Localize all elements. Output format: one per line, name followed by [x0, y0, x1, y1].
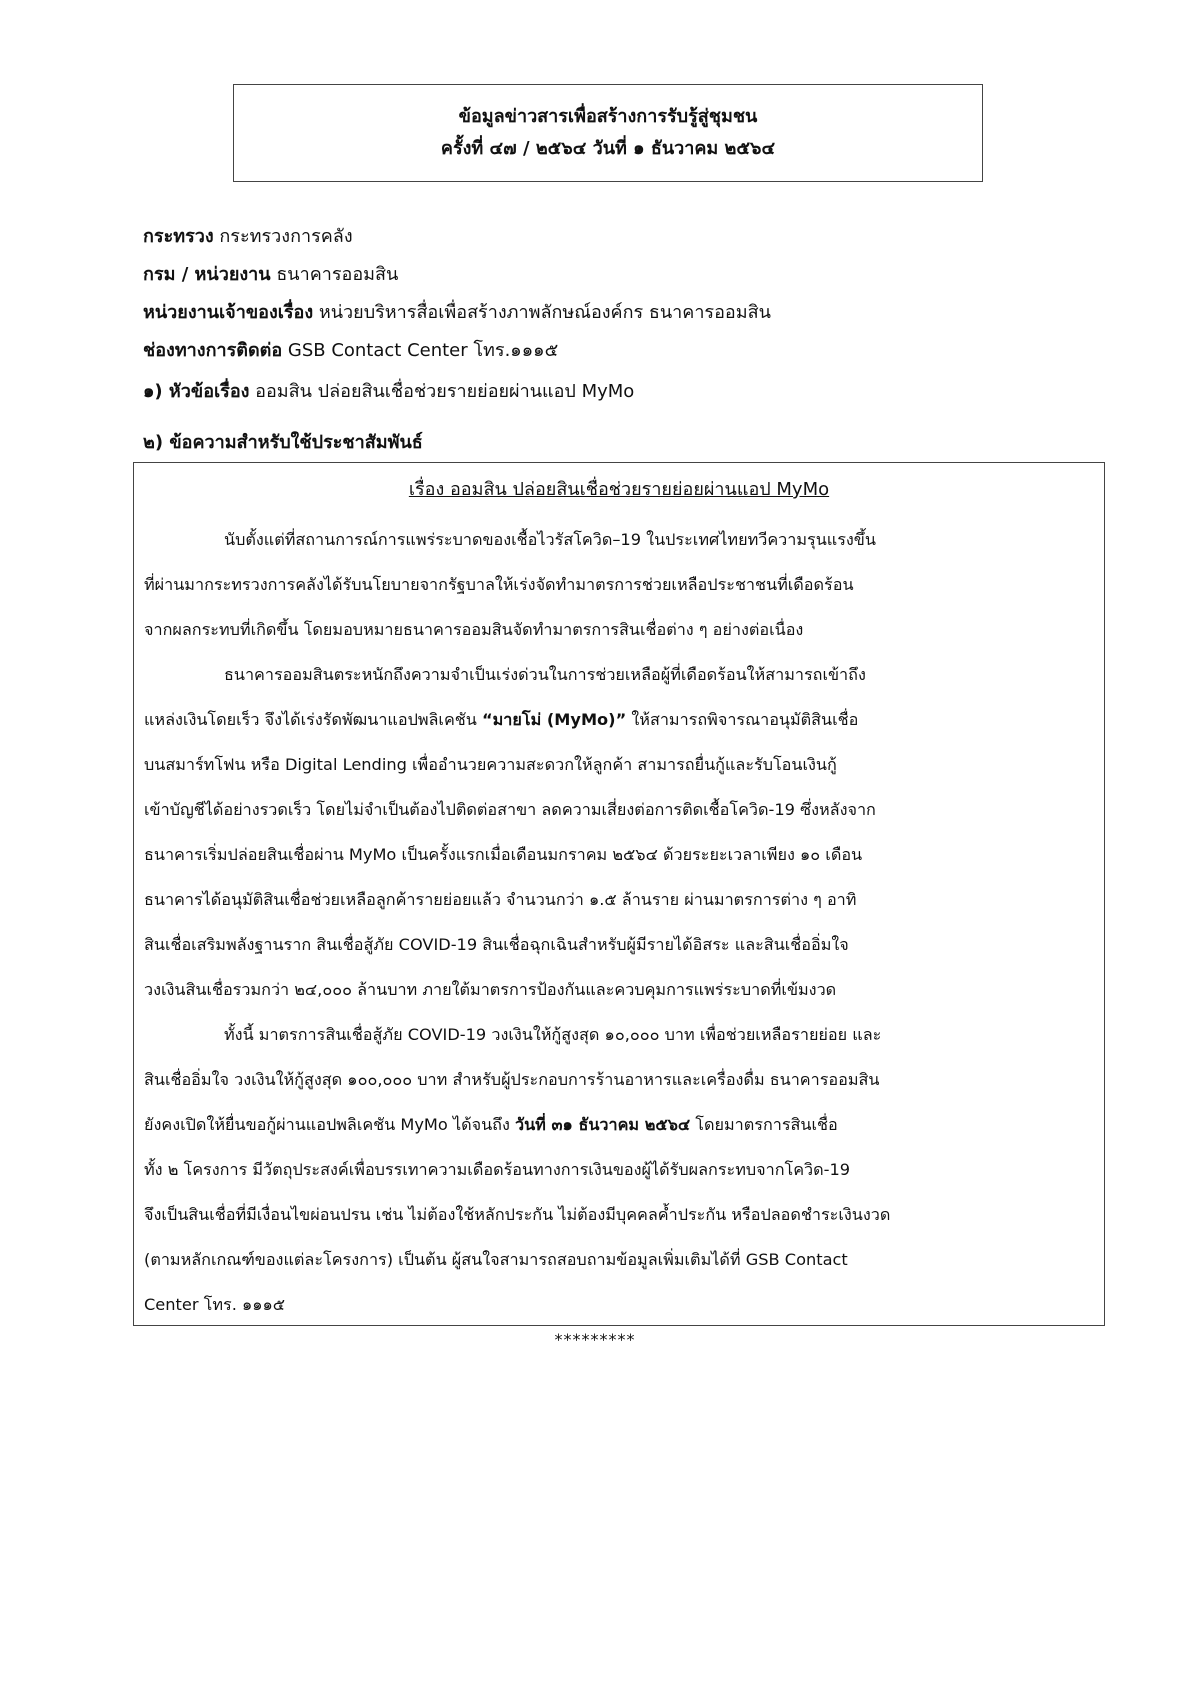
issue-info: ครั้งที่ ๔๗ / ๒๕๖๔ วันที่ ๑ ธันวาคม ๒๕๖๔: [440, 138, 776, 159]
paragraph-line: จากผลกระทบที่เกิดขึ้น โดยมอบหมายธนาคารออมสินจัดทำมาตรการสินเชื่อต่าง ๆ อย่างต่อเนื่อง: [144, 620, 804, 639]
paragraph-line: [144, 1102, 1094, 1147]
ministry-value: กระทรวงการคลัง: [219, 226, 353, 247]
paragraph-line: สินเชื่ออิ่มใจ วงเงินให้กู้สูงสุด ๑๐๐,๐๐๐ บาท สำหรับผู้ประกอบการร้านอาหารและเครื่องดื่ม ธนาคารออมสิน: [144, 1070, 880, 1089]
section-topic: [143, 377, 634, 407]
paragraph-line: ธนาคารออมสินตระหนักถึงความจำเป็นเร่งด่วนในการช่วยเหลือผู้ที่เดือดร้อนให้สามารถเข้าถึง: [224, 665, 866, 684]
owner-row: [143, 294, 1103, 332]
paragraph-line: Center โทร. ๑๑๑๕: [144, 1295, 286, 1314]
department-row: [143, 256, 1103, 294]
paragraph-line: เข้าบัญชีได้อย่างรวดเร็ว โดยไม่จำเป็นต้องไปติดต่อสาขา ลดความเสี่ยงต่อการติดเชื้อโควิด-19 ซึ่งหลังจาก: [144, 800, 876, 819]
text-run: ยังคงเปิดให้ยื่นขอกู้ผ่านแอปพลิเคชัน MyMo ได้จนถึง: [144, 1115, 515, 1134]
contact-label: ช่องทางการติดต่อ: [143, 340, 283, 361]
document-title: ข้อมูลข่าวสารเพื่อสร้างการรับรู้สู่ชุมชน: [458, 106, 758, 127]
department-label: กรม / หน่วยงาน: [143, 264, 271, 285]
paragraph-line: ธนาคารได้อนุมัติสินเชื่อช่วยเหลือลูกค้ารายย่อยแล้ว จำนวนกว่า ๑.๕ ล้านราย ผ่านมาตรการต่าง ๆ อาทิ: [144, 890, 857, 909]
paragraph-line: ธนาคารเริ่มปล่อยสินเชื่อผ่าน MyMo เป็นครั้งแรกเมื่อเดือนมกราคม ๒๕๖๔ ด้วยระยะเวลาเพียง ๑๐ เดือน: [144, 845, 863, 864]
press-release-box: [133, 462, 1105, 1326]
paragraph-line: (ตามหลักเกณฑ์ของแต่ละโครงการ) เป็นต้น ผู้สนใจสามารถสอบถามข้อมูลเพิ่มเติมได้ที่ GSB Contact: [144, 1250, 848, 1269]
paragraph-line: ทั้งนี้ มาตรการสินเชื่อสู้ภัย COVID-19 วงเงินให้กู้สูงสุด ๑๐,๐๐๐ บาท เพื่อช่วยเหลือรายย่อย และ: [224, 1025, 882, 1044]
paragraph-line: สินเชื่อเสริมพลังฐานราก สินเชื่อสู้ภัย COVID-19 สินเชื่อฉุกเฉินสำหรับผู้มีรายได้อิสระ และสินเชื่ออิ่มใจ: [144, 935, 849, 954]
contact-value: GSB Contact Center โทร.๑๑๑๕: [287, 340, 559, 361]
paragraph-line: นับตั้งแต่ที่สถานการณ์การแพร่ระบาดของเชื้อไวรัสโควิด–19 ในประเทศไทยทวีความรุนแรงขึ้น: [224, 530, 876, 549]
app-name-highlight: “มายโม่ (MyMo)”: [482, 710, 627, 729]
document-metadata: [143, 218, 1103, 370]
document-header-box: [233, 84, 983, 182]
topic-value: ออมสิน ปล่อยสินเชื่อช่วยรายย่อยผ่านแอป MyMo: [255, 381, 635, 402]
text-run: โดยมาตรการสินเชื่อ: [690, 1115, 838, 1134]
paragraph-line: จึงเป็นสินเชื่อที่มีเงื่อนไขผ่อนปรน เช่น ไม่ต้องใช้หลักประกัน ไม่ต้องมีบุคคลค้ำประกัน หรือปลอดชำระเงินงวด: [144, 1205, 891, 1224]
text-run: แหล่งเงินโดยเร็ว จึงได้เร่งรัดพัฒนาแอปพลิเคชัน: [144, 710, 482, 729]
owner-label: หน่วยงานเจ้าของเรื่อง: [143, 302, 314, 323]
owner-value: หน่วยบริหารสื่อเพื่อสร้างภาพลักษณ์องค์กร ธนาคารออมสิน: [318, 302, 771, 323]
paragraph-line: ที่ผ่านมากระทรวงการคลังได้รับนโยบายจากรัฐบาลให้เร่งจัดทำมาตรการช่วยเหลือประชาชนที่เดือดร้อน: [144, 575, 854, 594]
topic-label: ๑) หัวข้อเรื่อง: [143, 381, 250, 402]
text-run: ให้สามารถพิจารณาอนุมัติสินเชื่อ: [626, 710, 859, 729]
section-pr-heading: ๒) ข้อความสำหรับใช้ประชาสัมพันธ์: [143, 432, 423, 453]
article-title: เรื่อง ออมสิน ปล่อยสินเชื่อช่วยรายย่อยผ่านแอป MyMo: [408, 479, 830, 500]
paragraph-line: ทั้ง ๒ โครงการ มีวัตถุประสงค์เพื่อบรรเทาความเดือดร้อนทางการเงินของผู้ได้รับผลกระทบจากโควิด-19: [144, 1160, 851, 1179]
end-marker: *********: [554, 1330, 636, 1349]
paragraph-line: วงเงินสินเชื่อรวมกว่า ๒๔,๐๐๐ ล้านบาท ภายใต้มาตรการป้องกันและควบคุมการแพร่ระบาดที่เข้มงวด: [144, 980, 837, 999]
paragraph-line: บนสมาร์ทโฟน หรือ Digital Lending เพื่ออำนวยความสะดวกให้ลูกค้า สามารถยื่นกู้และรับโอนเงินกู้: [144, 755, 837, 774]
ministry-row: [143, 218, 1103, 256]
department-value: ธนาคารออมสิน: [276, 264, 399, 285]
ministry-label: กระทรวง: [143, 226, 214, 247]
deadline-highlight: วันที่ ๓๑ ธันวาคม ๒๕๖๔: [515, 1115, 691, 1134]
contact-row: [143, 332, 1103, 370]
paragraph-line: [144, 697, 1094, 742]
